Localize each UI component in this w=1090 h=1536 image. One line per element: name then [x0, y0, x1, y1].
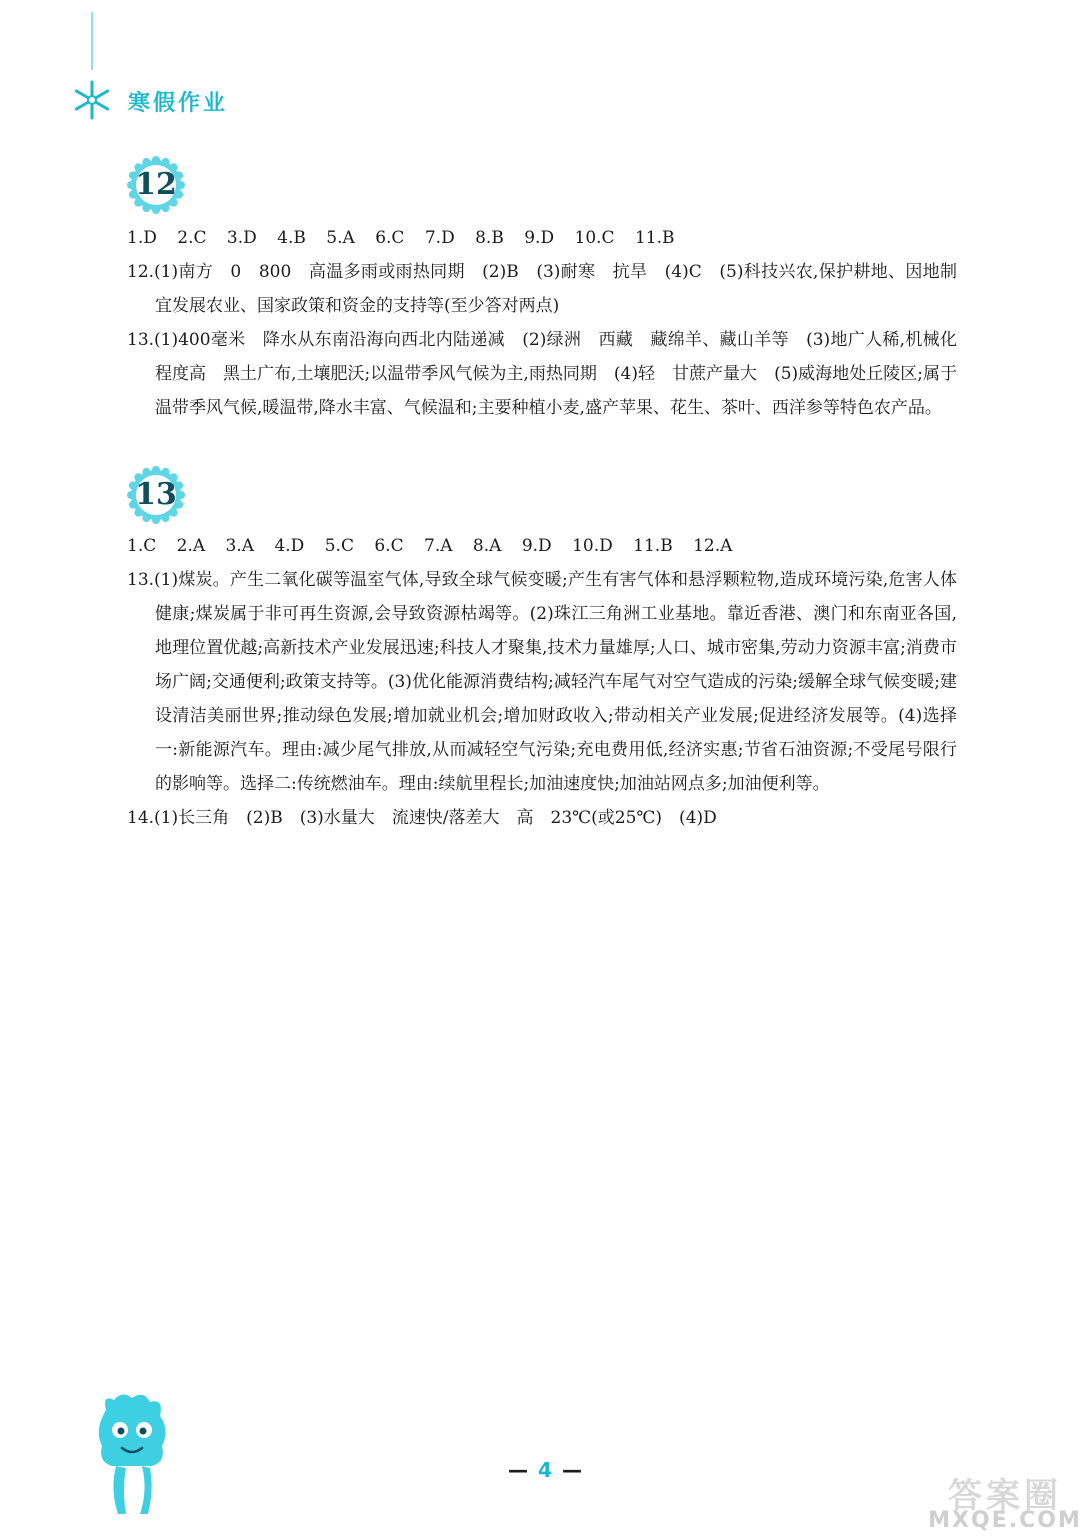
- section-number: 12: [135, 167, 177, 202]
- mc-answer: 3.D: [226, 228, 257, 248]
- mc-answer: 10.C: [574, 228, 615, 248]
- mascot-illustration-icon: [92, 1390, 172, 1520]
- mc-answer: 8.B: [475, 228, 504, 248]
- mc-answer: 6.C: [374, 536, 404, 556]
- answer-paragraph: 13.(1)煤炭。产生二氧化碳等温室气体,导致全球气候变暖;产生有害气体和悬浮颗粒物,造成环境污染,危害人体健康;煤炭属于非可再生资源,会导致资源枯竭等。(2)珠江三角洲工业基地。靠近香港、澳门和东南亚各国,地理位置优越;高新技术产业发展迅速;科技人才聚集,技术力量雄厚;人口、城市密集,劳动力资源丰富;消费市场广阔;交通便利;政策支持等。(3)优化能源消费结构;减轻汽车尾气对空气造成的污染;缓解全球气候变暖;建设清洁美丽世界;推动绿色发展;增加就业机会;增加财政收入;带动相关产业发展;促进经济发展等。(4)选择一:新能源汽车。理由:减少尾气排放,从而减轻空气污染;充电费用低,经济实惠;节省石油资源;不受尾号限行的影响等。选择二:传统燃油车。理由:续航里程长;加油速度快;加油站网点多;加油便利等。: [127, 570, 957, 794]
- mc-answer: 11.B: [633, 536, 673, 556]
- mc-answer: 2.A: [176, 536, 206, 556]
- answer-paragraph: 13.(1)400毫米 降水从东南沿海向西北内陆递减 (2)绿洲 西藏 藏绵羊、藏山羊等 (3)地广人稀,机械化程度高 黑土广布,土壤肥沃;以温带季风气候为主,雨热同期 (4)轻 甘蔗产量大 (5)威海地处丘陵区;属于温带季风气候,暖温带,降水丰富、气候温和;主要种植小麦,盛产苹果、花生、茶叶、西洋参等特色农产品。: [127, 330, 957, 418]
- multiple-choice-answers: [127, 221, 957, 255]
- mc-answer: 1.C: [127, 536, 157, 556]
- mc-answer: 12.A: [693, 536, 733, 556]
- watermark: [920, 1468, 1090, 1536]
- page-number-value: 4: [538, 1458, 552, 1482]
- page-dash-left: —: [508, 1458, 529, 1482]
- mc-answer: 1.D: [127, 228, 157, 248]
- mc-answer: 7.A: [424, 536, 453, 556]
- watermark-title: 答案圈: [948, 1476, 1062, 1516]
- mc-answer: 4.B: [277, 228, 306, 248]
- answers-section-12: [127, 221, 957, 425]
- watermark-url: MXQE.COM: [928, 1508, 1082, 1533]
- answer-paragraph: 12.(1)南方 0 800 高温多雨或雨热同期 (2)B (3)耐寒 抗旱 (4)C (5)科技兴农,保护耕地、因地制宜发展农业、国家政策和资金的支持等(至少答对两点): [127, 262, 957, 316]
- answer-paragraph: 14.(1)长三角 (2)B (3)水量大 流速快/落差大 高 23℃(或25℃) (4)D: [127, 808, 717, 828]
- section-badge-12: [127, 156, 185, 214]
- mc-answer: 5.A: [326, 228, 355, 248]
- page-dash-right: —: [561, 1458, 582, 1482]
- header-title: 寒假作业: [128, 91, 229, 116]
- mc-answer: 5.C: [324, 536, 354, 556]
- mc-answer: 3.A: [225, 536, 255, 556]
- section-badge-13: [127, 466, 185, 524]
- snowflake-icon: [70, 78, 114, 122]
- mc-answer: 8.A: [472, 536, 502, 556]
- mc-answer: 4.D: [274, 536, 305, 556]
- mc-answer: 7.D: [424, 228, 455, 248]
- mc-answer: 2.C: [177, 228, 207, 248]
- header-decor-line: [91, 12, 93, 70]
- multiple-choice-answers: [127, 529, 957, 563]
- mc-answer: 9.D: [524, 228, 555, 248]
- answers-section-13: [127, 529, 957, 835]
- mc-answer: 9.D: [521, 536, 552, 556]
- mc-answer: 10.D: [572, 536, 613, 556]
- mc-answer: 6.C: [375, 228, 405, 248]
- section-number: 13: [135, 477, 177, 512]
- mc-answer: 11.B: [634, 228, 675, 248]
